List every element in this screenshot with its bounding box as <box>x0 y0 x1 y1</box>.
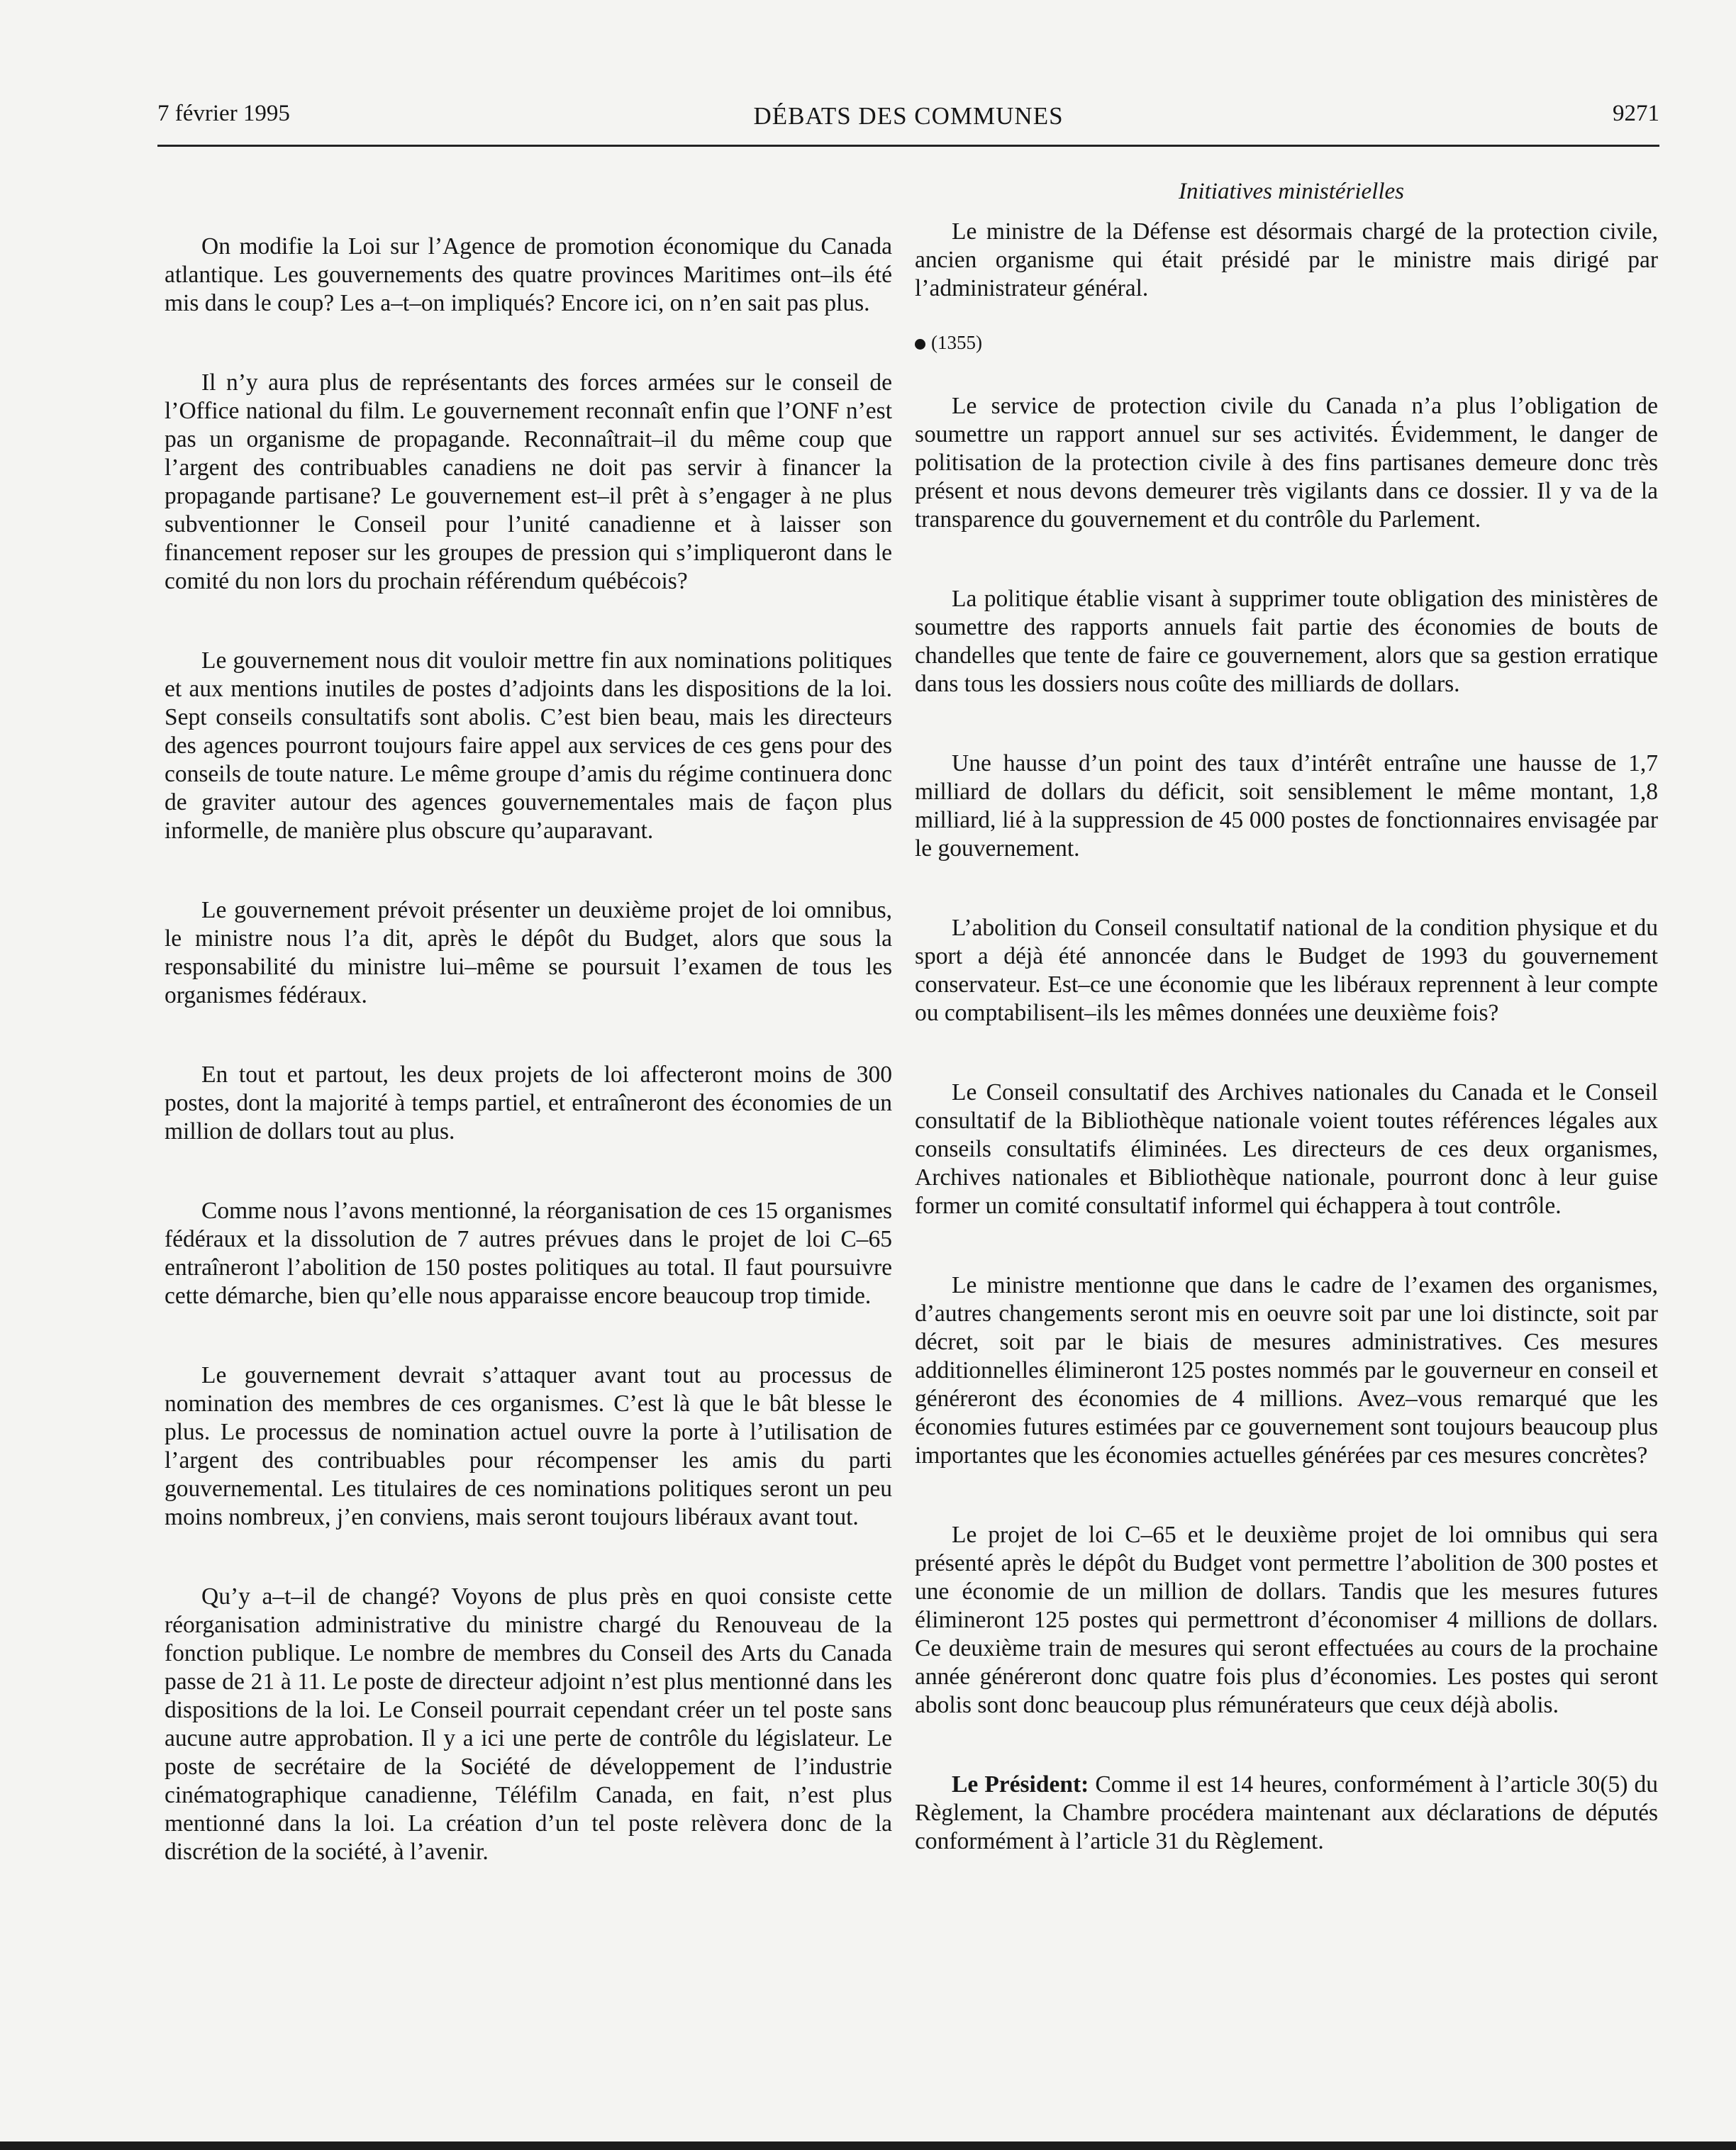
paragraph: Le projet de loi C–65 et le deuxième projet de loi omnibus qui sera présenté après le dépôt du Budget vont permettre l’abolition de 300 postes et une économie de un million de dollars. Tandis que les mesures futures élimineront 125 postes qui permettront d’économiser 4 millions de dollars. Ce deuxième train de mesures qui seront effectuées au cours de la prochaine année généreront donc quatre fois plus d’économies. Les postes qui seront abolis sont donc beaucoup plus rémunérateurs que ceux déjà abolis. <box>915 1522 1658 1718</box>
paragraph: Le ministre mentionne que dans le cadre de l’examen des organismes, d’autres changements seront mis en oeuvre soit par une loi distincte, soit par décret, soit par le biais de mesures administratives. Ces mesures additionnelles élimineront 125 postes nommés par le gouverneur en conseil et généreront des économies de 4 millions. Avez–vous remarqué que les économies futures estimées par ce gouvernement sont toujours beaucoup plus importantes que les économies actuelles générées par ces mesures concrètes? <box>915 1272 1658 1469</box>
paragraph: La politique établie visant à supprimer toute obligation des ministères de soumettre des rapports annuels fait partie des économies de bouts de chandelles que tente de faire ce gouvernement, alors que sa gestion erratique dans tous les dossiers nous coûte des milliards de dollars. <box>915 586 1658 697</box>
paragraph: On modifie la Loi sur l’Agence de promotion économique du Canada atlantique. Les gouvernements des quatre provinces Maritimes ont–ils été mis dans le coup? Les a–t–on impliqués? Encore ici, on n’en sait pas plus. <box>165 233 892 316</box>
paragraph: Qu’y a–t–il de changé? Voyons de plus près en quoi consiste cette réorganisation administrative du ministre chargé du Renouveau de la fonction publique. Le nombre de membres du Conseil des Arts du Canada passe de 21 à 11. Le poste de directeur adjoint n’est plus mentionné dans les dispositions de la loi. Le Conseil pourrait cependant créer un tel poste sans aucune autre approbation. Il y a ici une perte de contrôle du législateur. Le poste de secrétaire de la Société de développement de l’industrie cinématographique canadienne, Téléfilm Canada, en fait, n’est plus mentionné dans la loi. La création d’un tel poste relèvera donc de la discrétion de la société, à l’avenir. <box>165 1583 892 1865</box>
header-page-number: 9271 <box>1613 101 1659 126</box>
paragraph: L’abolition du Conseil consultatif national de la condition physique et du sport a déjà été annoncée dans le Budget de 1993 du gouvernement conservateur. Est–ce une économie que les libéraux reprennent à leur compte ou comptabilisent–ils les mêmes données une deuxième fois? <box>915 915 1658 1026</box>
paragraph: Le gouvernement prévoit présenter un deuxième projet de loi omnibus, le ministre nous l’a dit, après le dépôt du Budget, alors que sous la responsabilité du ministre lui–même se poursuit l’examen de tous les organismes fédéraux. <box>165 897 892 1008</box>
right-column <box>915 170 1658 1907</box>
paragraph: Le Conseil consultatif des Archives nationales du Canada et le Conseil consultatif de la Bibliothèque nationale voient toutes références légales aux conseils consultatifs éliminées. Les directeurs de ces deux organismes, Archives nationales et Bibliothèque nationale, pourront donc à leur guise former un comité consultatif informel qui échappera à tout contrôle. <box>915 1079 1658 1219</box>
paragraph: Le gouvernement nous dit vouloir mettre fin aux nominations politiques et aux mentions inutiles de postes d’adjoints dans les dispositions de la loi. Sept conseils consultatifs sont abolis. C’est bien beau, mais les directeurs des agences pourront toujours faire appel aux services de ces gens pour des conseils de toute nature. Le même groupe d’amis du régime continuera donc de graviter autour des agences gouvernementales mais de façon plus informelle, de manière plus obscure qu’auparavant. <box>165 647 892 844</box>
paragraph: Il n’y aura plus de représentants des forces armées sur le conseil de l’Office national du film. Le gouvernement reconnaît enfin que l’ONF n’est pas un organisme de propagande. Reconnaîtrait–il du même coup que l’argent des contribuables canadiens ne doit pas servir à financer la propagande partisane? Le gouvernement est–il prêt à s’engager à ne plus subventionner le Conseil pour l’unité canadienne et à laisser son financement reposer sur les groupes de pression qui s’impliqueront dans le comité du non lors du prochain référendum québécois? <box>165 369 892 594</box>
paragraph: Une hausse d’un point des taux d’intérêt entraîne une hausse de 1,7 milliard de dollars du déficit, soit sensiblement le même montant, 1,8 milliard, lié à la suppression de 45 000 postes de fonctionnaires envisagée par le gouvernement. <box>915 750 1658 862</box>
timestamp-text: (1355) <box>931 332 982 353</box>
paragraph: Le gouvernement devrait s’attaquer avant tout au processus de nomination des membres de ces organismes. C’est là que le bât blesse le plus. Le processus de nomination actuel ouvre la porte à l’utilisation de l’argent des contribuables pour récompenser les amis du parti gouvernemental. Les titulaires de ces nominations politiques seront un peu moins nombreux, j’en conviens, mais seront toujours libéraux avant tout. <box>165 1362 892 1530</box>
bullet-icon <box>915 339 925 350</box>
speaker-text: Comme il est 14 heures, conformément à l’article 30(5) du Règlement, la Chambre procédera maintenant aux déclarations de députés conformément à l’article 31 du Règlement. <box>915 1771 1658 1854</box>
left-column <box>165 170 892 1917</box>
header-date: 7 février 1995 <box>157 101 290 126</box>
header-rule <box>157 145 1659 147</box>
page-header <box>157 101 1659 143</box>
header-title: DÉBATS DES COMMUNES <box>753 102 1064 130</box>
paragraph: Comme nous l’avons mentionné, la réorganisation de ces 15 organismes fédéraux et la dissolution de 7 autres prévues dans le projet de loi C–65 entraîneront l’abolition de 150 postes politiques au total. Il faut poursuivre cette démarche, bien qu’elle nous apparaisse encore beaucoup trop timide. <box>165 1198 892 1309</box>
paragraph: En tout et partout, les deux projets de loi affecteront moins de 300 postes, dont la majorité à temps partiel, et entraîneront des économies de un million de dollars tout au plus. <box>165 1062 892 1144</box>
scan-edge <box>0 2141 1736 2150</box>
speaker-name: Le Président: <box>952 1771 1089 1798</box>
section-heading: Initiatives ministérielles <box>1178 179 1405 204</box>
speaker-paragraph <box>915 1771 1658 1856</box>
paragraph: Le ministre de la Défense est désormais chargé de la protection civile, ancien organisme qui était présidé par le ministre mais dirigé par l’administrateur général. <box>915 218 1658 301</box>
paragraph: Le service de protection civile du Canada n’a plus l’obligation de soumettre un rapport annuel sur ses activités. Évidemment, le danger de politisation de la protection civile à des fins partisanes demeure donc très présent et nous devons demeurer très vigilants dans ce dossier. Il y va de la transparence du gouvernement et du contrôle du Parlement. <box>915 393 1658 533</box>
timestamp-marker <box>915 328 1658 357</box>
